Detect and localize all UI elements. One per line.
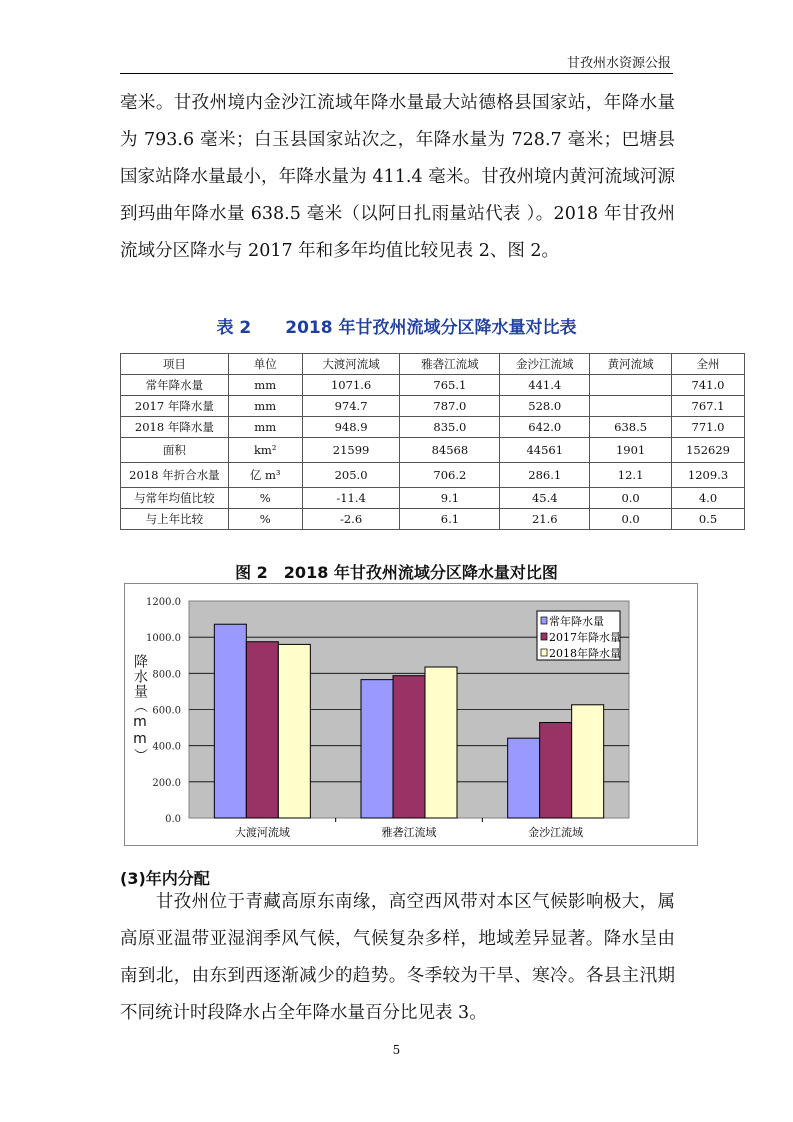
- table-cell: mm: [228, 375, 302, 396]
- y-tick-label: 0.0: [165, 814, 181, 825]
- bar: [214, 624, 246, 818]
- table-cell: -11.4: [302, 488, 400, 509]
- bar: [246, 642, 278, 818]
- table-cell: 2017 年降水量: [121, 396, 229, 417]
- table-cell: 706.2: [400, 463, 500, 488]
- x-tick-label: 大渡河流域: [234, 826, 290, 839]
- table-cell: 21599: [302, 438, 400, 463]
- legend-swatch: [541, 649, 547, 656]
- chart-caption: 图 2 2018 年甘孜州流域分区降水量对比图: [235, 563, 558, 582]
- table-cell: mm: [228, 396, 302, 417]
- legend-label: 常年降水量: [549, 615, 604, 628]
- section-title: (3)年内分配: [120, 869, 210, 888]
- table-cell: 787.0: [400, 396, 500, 417]
- bar: [425, 667, 457, 818]
- table-cell: 与上年比较: [121, 509, 229, 530]
- table-cell: 0.0: [590, 509, 672, 530]
- y-tick-label: 1000.0: [146, 633, 181, 645]
- table-cell: 项目: [121, 354, 229, 375]
- table-cell: km²: [228, 438, 302, 463]
- table-cell: 9.1: [400, 488, 500, 509]
- table-cell: 0.5: [672, 509, 745, 530]
- table-cell: 741.0: [672, 375, 745, 396]
- legend-label: 2017年降水量: [549, 631, 621, 644]
- table-cell: 638.5: [590, 417, 672, 438]
- table-cell: 面积: [121, 438, 229, 463]
- bar: [361, 680, 393, 818]
- bar: [540, 723, 572, 818]
- table-row: [121, 417, 745, 438]
- table-cell: 常年降水量: [121, 375, 229, 396]
- paragraph-precipitation: 毫米。甘孜州境内金沙江流域年降水量最大站德格县国家站，年降水量为 793.6 毫米；白玉县国家站次之，年降水量为 728.7 毫米；巴塘县国家站降水量最小，年降水量为 411.4 毫米。甘孜州境内黄河流域河源到玛曲年降水量 638.5 毫米（以阿日扎雨量站代表 ）。2018 年甘孜州流域分区降水与 2017 年和多年均值比较见表 2、图 2。: [120, 93, 675, 261]
- legend-swatch: [541, 617, 547, 624]
- x-tick-label: 雅砻江流域: [381, 826, 437, 839]
- table-cell: 45.4: [500, 488, 590, 509]
- table-cell: 84568: [400, 438, 500, 463]
- table-cell: mm: [228, 417, 302, 438]
- table-row: [121, 509, 745, 530]
- y-tick-label: 200.0: [152, 777, 181, 789]
- running-header: 甘孜州水资源公报: [566, 56, 671, 71]
- table-cell: 0.0: [590, 488, 672, 509]
- table-cell: 441.4: [500, 375, 590, 396]
- table-cell: 771.0: [672, 417, 745, 438]
- table-cell: 765.1: [400, 375, 500, 396]
- table-cell: 金沙江流域: [500, 354, 590, 375]
- y-axis-label: 降水量（mm）: [132, 654, 148, 763]
- table-cell: 与常年均值比较: [121, 488, 229, 509]
- legend-label: 2018年降水量: [549, 647, 621, 660]
- table-cell: 雅砻江流域: [400, 354, 500, 375]
- table-cell: 2018 年降水量: [121, 417, 229, 438]
- table-row: [121, 396, 745, 417]
- bar: [508, 738, 540, 818]
- x-tick-label: 金沙江流域: [528, 826, 584, 839]
- legend-swatch: [541, 633, 547, 640]
- bar: [572, 705, 604, 818]
- table-cell: 2018 年折合水量: [121, 463, 229, 488]
- table-cell: 528.0: [500, 396, 590, 417]
- table-cell: %: [228, 509, 302, 530]
- table-cell: 12.1: [590, 463, 672, 488]
- y-tick-label: 400.0: [152, 741, 181, 753]
- table-cell: 黄河流域: [590, 354, 672, 375]
- table-row: [121, 375, 745, 396]
- table-row: [121, 463, 745, 488]
- y-tick-label: 800.0: [152, 669, 181, 681]
- chart-svg: [125, 584, 699, 847]
- table-cell: 974.7: [302, 396, 400, 417]
- table-cell: 大渡河流域: [302, 354, 400, 375]
- table-header-row: [121, 354, 745, 375]
- table-cell: %: [228, 488, 302, 509]
- table-cell: 767.1: [672, 396, 745, 417]
- table-row: [121, 438, 745, 463]
- table-cell: 单位: [228, 354, 302, 375]
- bar: [278, 644, 310, 818]
- table-cell: 亿 m³: [228, 463, 302, 488]
- table-cell: 1071.6: [302, 375, 400, 396]
- table-cell: 6.1: [400, 509, 500, 530]
- paragraph-distribution: 甘孜州位于青藏高原东南缘，高空西风带对本区气候影响极大，属高原亚温带亚湿润季风气候，气候复杂多样，地域差异显著。降水呈由南到北，由东到西逐渐减少的趋势。冬季较为干旱、寒冷。各县主汛期不同统计时段降水占全年降水量百分比见表 3。: [120, 892, 675, 1023]
- table-cell: 948.9: [302, 417, 400, 438]
- table-cell: 205.0: [302, 463, 400, 488]
- table-caption: 表 2 2018 年甘孜州流域分区降水量对比表: [216, 318, 577, 338]
- table-cell: 全州: [672, 354, 745, 375]
- table-cell: 152629: [672, 438, 745, 463]
- table-cell: 44561: [500, 438, 590, 463]
- precipitation-table: [120, 353, 745, 530]
- bar: [393, 676, 425, 818]
- table-row: [121, 488, 745, 509]
- table-cell: 835.0: [400, 417, 500, 438]
- precipitation-chart: [124, 583, 698, 846]
- table-cell: 4.0: [672, 488, 745, 509]
- y-tick-label: 600.0: [152, 705, 181, 717]
- header-rule: [120, 73, 673, 74]
- table-cell: [590, 375, 672, 396]
- table-cell: 1209.3: [672, 463, 745, 488]
- table-cell: 1901: [590, 438, 672, 463]
- y-tick-label: 1200.0: [146, 597, 181, 608]
- table-cell: 642.0: [500, 417, 590, 438]
- table-cell: 21.6: [500, 509, 590, 530]
- table-cell: 286.1: [500, 463, 590, 488]
- table-cell: [590, 396, 672, 417]
- table-cell: -2.6: [302, 509, 400, 530]
- page-number: 5: [392, 1043, 401, 1057]
